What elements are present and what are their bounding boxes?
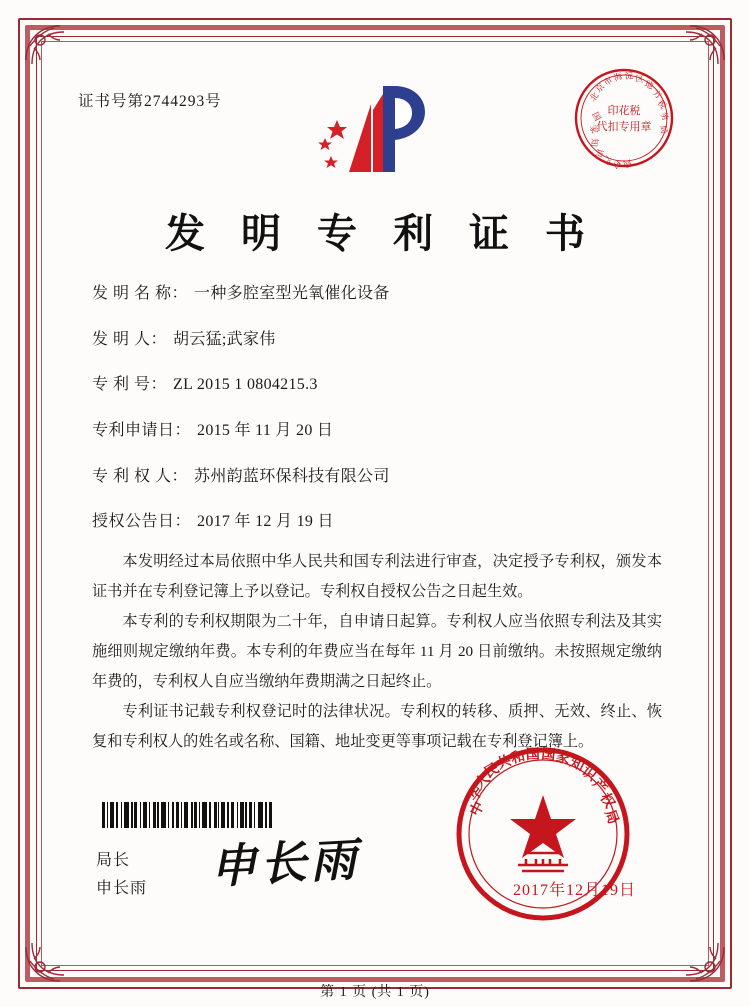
- field-row: [92, 467, 678, 486]
- paragraph: 本专利的专利权期限为二十年，自申请日起算。专利权人应当依照专利法及其实施细则规定缴纳年费。本专利的年费应当在每年 11 月 20 日前缴纳。未按照规定缴纳年费的，专利权人自应当缴纳年费期满之日起终止。: [92, 613, 662, 690]
- svg-text:和: 和: [509, 749, 527, 767]
- svg-text:地: 地: [643, 78, 655, 92]
- svg-text:人: 人: [472, 771, 494, 792]
- svg-text:局: 局: [621, 157, 634, 171]
- body-paragraphs: [92, 547, 662, 757]
- director-block: [96, 847, 147, 903]
- paragraph: 本发明经过本局依照中华人民共和国专利法进行审查，决定授予专利权，颁发本证书并在专利登记簿上予以登记。专利权自授权公告之日起生效。: [92, 553, 662, 600]
- field-row: [92, 375, 678, 394]
- barcode: [102, 802, 294, 828]
- svg-text:识: 识: [578, 764, 599, 785]
- svg-text:方: 方: [650, 87, 664, 101]
- svg-text:局: 局: [601, 808, 621, 827]
- director-name: 申长雨: [96, 880, 148, 897]
- svg-text:华: 华: [466, 784, 487, 805]
- svg-text:区: 区: [634, 73, 645, 85]
- fields-list: [92, 284, 678, 558]
- field-label: 发 明 名 称：: [92, 285, 189, 302]
- field-label: 授权公告日：: [92, 513, 192, 531]
- svg-text:市: 市: [601, 74, 615, 88]
- tax-stamp-seal: [568, 62, 680, 174]
- field-row: [92, 421, 678, 440]
- svg-text:代扣专用章: 代扣专用章: [596, 121, 652, 133]
- paragraph: 专利证书记载专利权登记时的法律状况。专利权的转移、质押、无效、终止、恢复和专利权人的姓名或名称、国籍、地址变更等事项记载在专利登记簿上。: [92, 703, 662, 750]
- field-row: [92, 512, 678, 531]
- svg-text:国: 国: [540, 747, 557, 764]
- svg-text:民: 民: [482, 761, 503, 782]
- seal-date: 2017年12月19日: [512, 882, 636, 899]
- field-label: 专利申请日：: [92, 422, 192, 440]
- svg-text:国: 国: [525, 747, 541, 763]
- svg-text:海: 海: [612, 70, 624, 83]
- field-row: [92, 330, 678, 349]
- field-value: ZL 2015 1 0804215.3: [173, 376, 318, 394]
- svg-text:税: 税: [655, 97, 669, 111]
- svg-text:家: 家: [588, 124, 600, 135]
- patent-office-logo-icon: [309, 80, 439, 195]
- field-value: 一种多腔室型光氧催化设备: [194, 285, 390, 302]
- svg-text:北: 北: [587, 90, 601, 104]
- page-footer: 第 1 页 (共 1 页): [320, 985, 430, 1000]
- certificate-content: [52, 52, 698, 955]
- svg-text:权: 权: [610, 157, 624, 171]
- certificate-number: 证书号第2744293号: [78, 93, 222, 110]
- svg-text:共: 共: [495, 753, 514, 773]
- field-row: [92, 284, 678, 303]
- svg-text:国: 国: [590, 110, 604, 123]
- svg-text:知: 知: [589, 137, 600, 148]
- svg-text:务: 务: [658, 110, 672, 123]
- svg-text:产: 产: [589, 776, 610, 797]
- svg-text:产: 产: [600, 153, 614, 167]
- field-label: 专 利 号：: [92, 376, 168, 394]
- field-value: 2015 年 11 月 20 日: [197, 422, 334, 440]
- page-title: 发 明 专 利 证 书: [165, 211, 598, 256]
- svg-text:印花税: 印花税: [607, 105, 641, 117]
- official-seal: [448, 739, 638, 929]
- svg-text:局: 局: [658, 124, 670, 135]
- svg-text:权: 权: [596, 791, 617, 811]
- field-label: 专 利 权 人：: [92, 467, 189, 485]
- director-signature: 申长雨: [208, 834, 362, 893]
- field-value: 苏州韵蓝环保科技有限公司: [194, 467, 390, 485]
- svg-text:家: 家: [553, 749, 572, 768]
- field-value: 2017 年 12 月 19 日: [197, 513, 334, 531]
- svg-text:知: 知: [567, 755, 587, 775]
- svg-text:中: 中: [468, 799, 488, 819]
- svg-text:淀: 淀: [624, 70, 634, 81]
- director-label: 局长: [96, 852, 131, 869]
- svg-text:识: 识: [593, 147, 606, 159]
- svg-text:京: 京: [593, 81, 607, 95]
- field-label: 发 明 人：: [92, 330, 168, 348]
- field-value: 胡云猛;武家伟: [173, 330, 276, 348]
